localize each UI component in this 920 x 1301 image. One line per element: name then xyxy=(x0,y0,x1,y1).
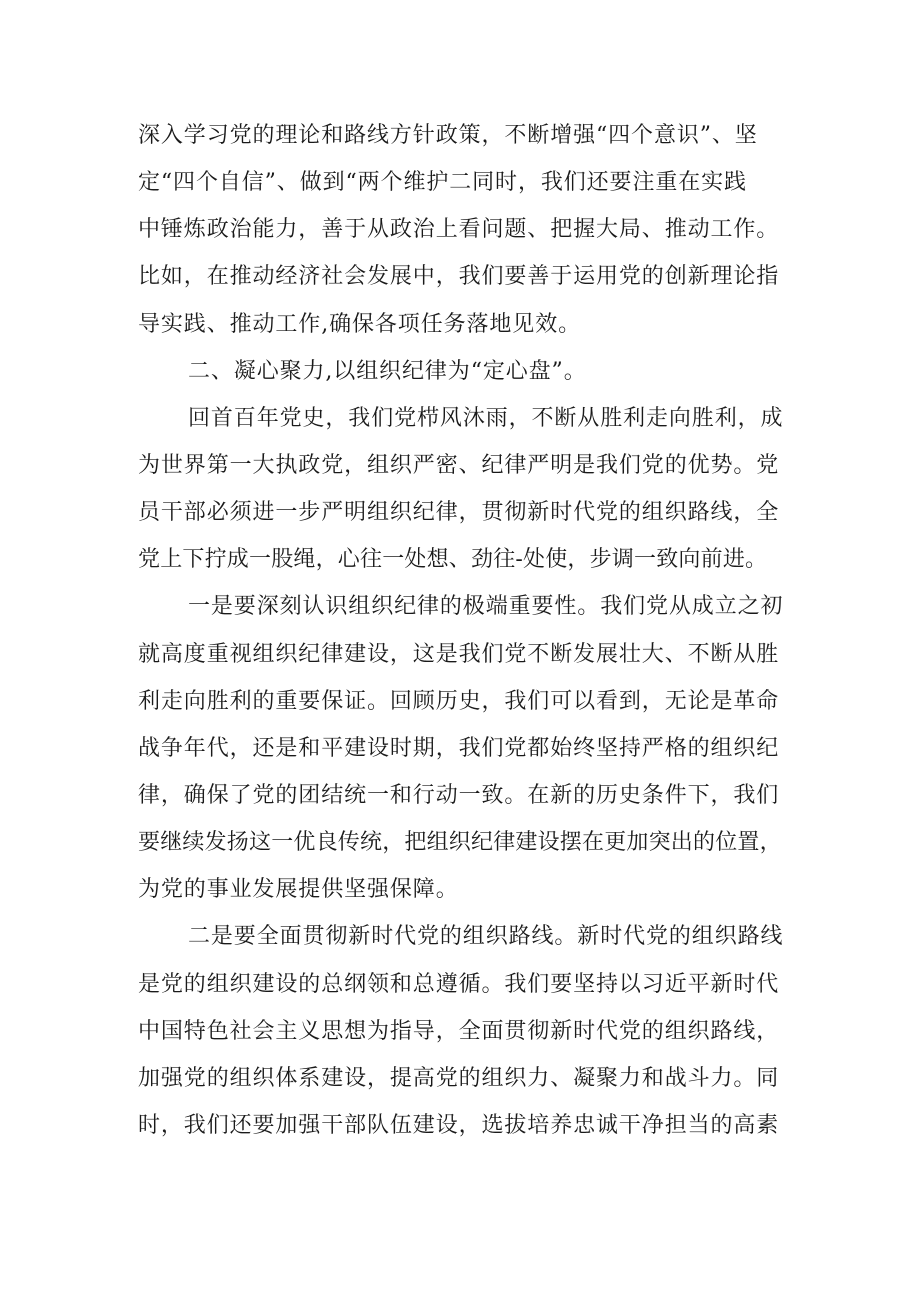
document-body xyxy=(138,112,798,1149)
text-line: 要继续发扬这一优良传统，把组织纪律建设摆在更加突出的位置， xyxy=(138,830,782,856)
text-line: 是党的组织建设的总纲领和总遵循。我们要坚持以习近平新时代 xyxy=(138,971,780,997)
text-line: 党上下拧成一股绳，心往一处想、劲往-处使，步调一致向前进。 xyxy=(138,547,768,573)
section-heading: 二、凝心聚力,以组织纪律为“定心盘”。 xyxy=(188,358,587,384)
text-line: 为世界第一大执政党，组织严密、纪律严明是我们党的优势。党 xyxy=(138,452,780,478)
text-line: 加强党的组织体系建设，提高党的组织力、凝聚力和战斗力。同 xyxy=(138,1065,780,1091)
text-line: 深入学习党的理论和路线方针政策，不断增强“四个意识”、坚 xyxy=(138,123,758,148)
text-line: 员干部必须进一步严明组织纪律，贯彻新时代党的组织路线，全 xyxy=(138,500,780,526)
text-line: 导实践、推动工作,确保各项任务落地见效。 xyxy=(138,311,581,337)
text-line: 定“四个自信”、做到“两个维护二同时，我们还要注重在实践 xyxy=(138,170,747,196)
text-line: 比如，在推动经济社会发展中，我们要善于运用党的创新理论指 xyxy=(138,264,780,290)
paragraph-first-line: 一是要深刻认识组织纪律的极端重要性。我们党从成立之初 xyxy=(188,594,784,620)
text-line: 中国特色社会主义思想为指导，全面贯彻新时代党的组织路线， xyxy=(138,1018,780,1044)
text-line: 时，我们还要加强干部队伍建设，选拔培养忠诚干净担当的高素 xyxy=(138,1112,780,1138)
paragraph-first-line: 二是要全面贯彻新时代党的组织路线。新时代党的组织路线 xyxy=(188,924,784,950)
text-line: 中锤炼政治能力，善于从政治上看问题、把握大局、推动工作。 xyxy=(138,217,780,243)
text-line: 律，确保了党的团结统一和行动一致。在新的历史条件下，我们 xyxy=(138,782,780,808)
text-line: 为党的事业发展提供坚强保障。 xyxy=(138,877,459,903)
paragraph-first-line: 回首百年党史，我们党栉风沐雨，不断从胜利走向胜利，成 xyxy=(188,405,784,431)
text-line: 战争年代，还是和平建设时期，我们党都始终坚持严格的组织纪 xyxy=(138,735,780,761)
text-line: 就高度重视组织纪律建设，这是我们党不断发展壮大、不断从胜 xyxy=(138,641,780,667)
text-line: 利走向胜利的重要保证。回顾历史，我们可以看到，无论是革命 xyxy=(138,688,780,714)
